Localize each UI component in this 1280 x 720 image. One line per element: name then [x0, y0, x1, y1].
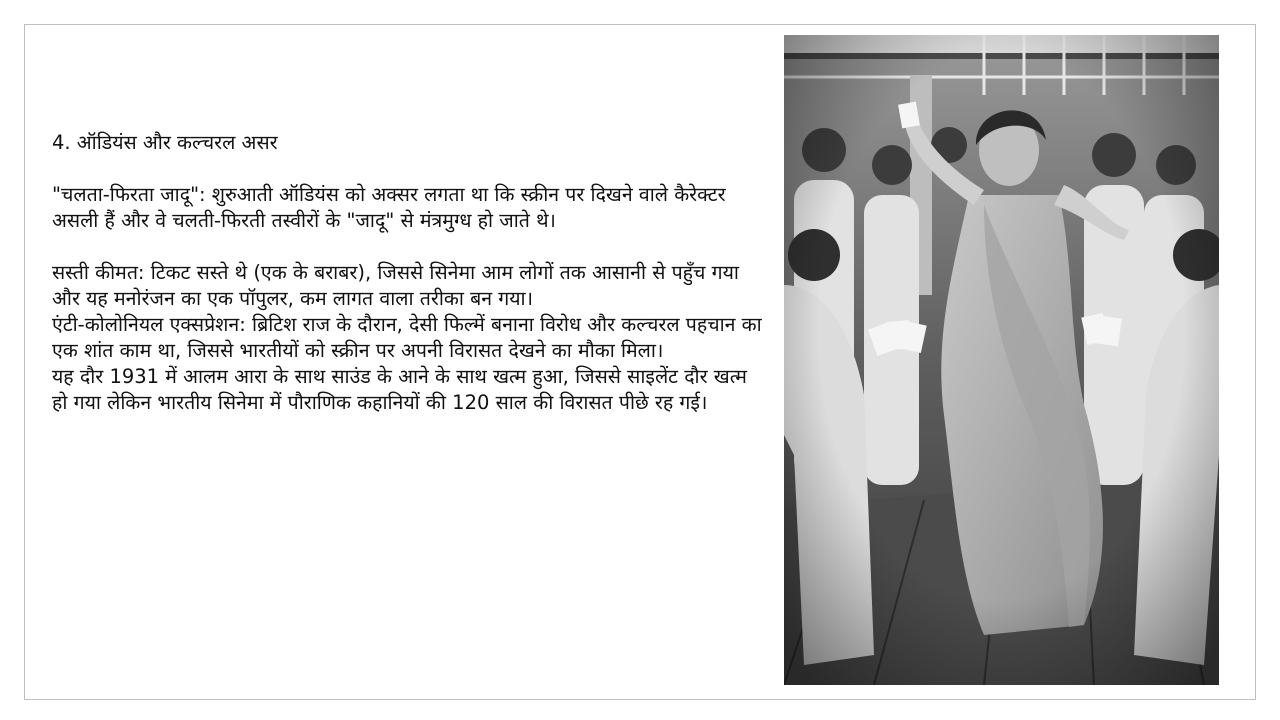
slide-heading: 4. ऑडियंस और कल्चरल असर [52, 131, 278, 154]
dancer-photo [784, 35, 1219, 685]
paragraph-anti-colonial: एंटी-कोलोनियल एक्सप्रेशन: ब्रिटिश राज के दौरान, देसी फिल्में बनाना विरोध और कल्चरल पहचान का एक शांत काम था, जिससे भारतीयों को स्क्रीन पर अपनी विरासत देखने का मौका मिला। [52, 313, 762, 362]
paragraph-magic: "चलता-फिरता जादू": शुरुआती ऑडियंस को अक्सर लगता था कि स्क्रीन पर दिखने वाले कैरेक्टर असली हैं और वे चलती-फिरती तस्वीरों के "जादू" से मंत्रमुग्ध हो जाते थे। [52, 183, 726, 232]
dancer-photo-illustration [784, 35, 1219, 685]
slide-text [52, 130, 764, 416]
paragraph-ticket-price: सस्ती कीमत: टिकट सस्ते थे (एक के बराबर), जिससे सिनेमा आम लोगों तक आसानी से पहुँच गया और यह मनोरंजन का एक पॉपुलर, कम लागत वाला तरीका बन गया। [52, 261, 739, 310]
paragraph-sound-era: यह दौर 1931 में आलम आरा के साथ साउंड के आने के साथ खत्म हुआ, जिससे साइलेंट दौर खत्म हो गया लेकिन भारतीय सिनेमा में पौराणिक कहानियों की 120 साल की विरासत पीछे रह गई। [52, 365, 747, 414]
